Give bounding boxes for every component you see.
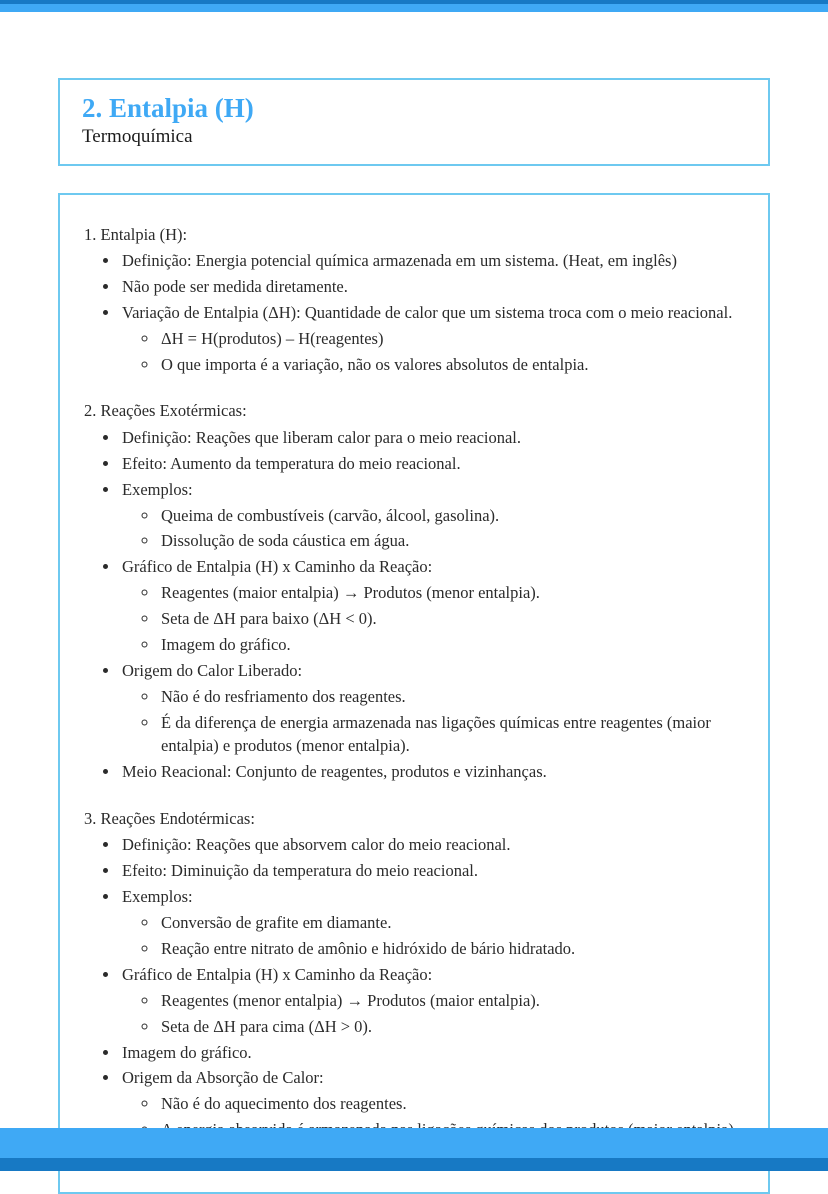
sub-bullet-item: ◦ Dissolução de soda cáustica em água. [159,529,742,552]
bullet-item [120,833,742,856]
bullet-item [120,859,742,882]
section [84,399,742,783]
bullet-text: Definição: Energia potencial química armazenada em um sistema. (Heat, em inglês) [122,251,677,271]
sub-bullet-list [122,989,742,1038]
sub-bullet-list [122,581,742,656]
bullet-item [120,275,742,298]
bullet-text: Definição: Reações que liberam calor para o meio reacional. [122,427,522,447]
sub-bullet-list [122,911,742,960]
bullet-item [120,452,742,475]
bullet-item [120,478,742,553]
sub-bullet-list [122,327,742,376]
document-page [0,78,828,1194]
bullet-text: Gráfico de Entalpia (H) x Caminho da Reação: [122,964,433,984]
bottom-accent-bar-dark [0,1158,828,1171]
section-heading: 1. Entalpia (H): [84,224,188,244]
bullet-text: Imagem do gráfico. [122,1042,252,1062]
title-box [58,78,770,166]
bullet-item [120,885,742,960]
bullet-text: Efeito: Diminuição da temperatura do meio reacional. [122,861,478,881]
sub-bullet-item: ◦ Reagentes (maior entalpia) → Produtos (menor entalpia). [159,581,742,604]
sub-bullet-list [122,504,742,553]
sub-bullet-item: ◦ Seta de ΔH para cima (ΔH > 0). [159,1015,742,1038]
page-subtitle: Termoquímica [82,126,193,148]
section-heading: 3. Reações Endotérmicas: [84,808,255,828]
sub-bullet-item: ◦ Imagem do gráfico. [159,633,742,656]
bullet-list [84,249,742,376]
bullet-item [120,249,742,272]
section-heading: 2. Reações Exotérmicas: [84,401,247,421]
bullet-item [120,963,742,1038]
bullet-text: Gráfico de Entalpia (H) x Caminho da Reação: [122,557,433,577]
sub-bullet-item: ◦ O que importa é a variação, não os valores absolutos de entalpia. [159,353,742,376]
bullet-text: Não pode ser medida diretamente. [122,277,348,297]
page-title: 2. Entalpia (H) [82,93,254,123]
sub-bullet-list [122,685,742,758]
bullet-text: Definição: Reações que absorvem calor do meio reacional. [122,835,511,855]
sub-bullet-item: ◦ Queima de combustíveis (carvão, álcool, gasolina). [159,504,742,527]
sub-bullet-item: ◦ É da diferença de energia armazenada nas ligações químicas entre reagentes (maior entalpia) e produtos (menor entalpia). [159,711,742,758]
sub-bullet-item: ◦ Não é do resfriamento dos reagentes. [159,685,742,708]
bottom-accent-bar-group [0,1128,828,1171]
bullet-text: Origem da Absorção de Calor: [122,1068,324,1088]
bullet-text: Origem do Calor Liberado: [122,661,303,681]
sub-bullet-item: ◦ Seta de ΔH para baixo (ΔH < 0). [159,607,742,630]
bullet-item [120,426,742,449]
bullet-item [120,659,742,758]
bullet-item [120,555,742,656]
section [84,223,742,377]
bullet-text: Meio Reacional: Conjunto de reagentes, produtos e vizinhanças. [122,762,547,782]
sub-bullet-item: ◦ ΔH = H(produtos) – H(reagentes) [159,327,742,350]
sub-bullet-item: ◦ Não é do aquecimento dos reagentes. [159,1092,742,1115]
bullet-list [84,426,742,784]
sub-bullet-item: ◦ Conversão de grafite em diamante. [159,911,742,934]
bullet-text: Exemplos: [122,886,193,906]
notes-box [58,193,770,1194]
bullet-item [120,1041,742,1064]
bottom-accent-bar [0,1128,828,1158]
sub-bullet-item: ◦ Reagentes (menor entalpia) → Produtos (maior entalpia). [159,989,742,1012]
bullet-text: Variação de Entalpia (ΔH): Quantidade de calor que um sistema troca com o meio reacional. [122,303,733,323]
bullet-item [120,760,742,783]
bullet-text: Efeito: Aumento da temperatura do meio reacional. [122,453,461,473]
section [84,807,742,1165]
notes-sections [84,223,742,1165]
bullet-text: Exemplos: [122,479,193,499]
bullet-item [120,301,742,376]
bullet-list [84,833,742,1165]
sub-bullet-item: ◦ Reação entre nitrato de amônio e hidróxido de bário hidratado. [159,937,742,960]
top-accent-bar [0,4,828,12]
